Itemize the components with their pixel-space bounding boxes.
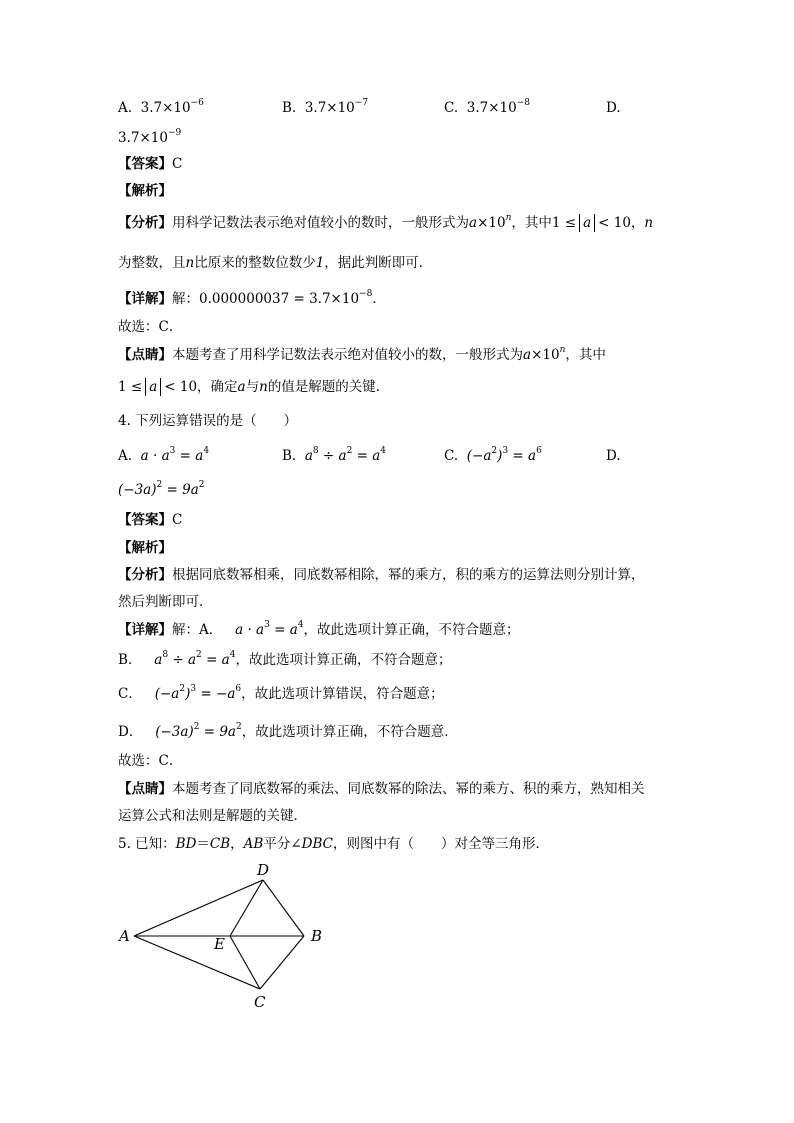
q3-answer: 【答案】C	[118, 156, 183, 172]
segment-ad	[134, 880, 263, 936]
q3-fenxi-line1: 【分析】用科学记数法表示绝对值较小的数时，一般形式为$a\times 10^n$，其中1 ≤ a < 10，n	[118, 213, 654, 231]
q3-detail: 【详解】解：$0.000000037 = 3.7\times 10^{-8}$．	[118, 289, 386, 307]
q3-fenxi-line2: 为整数，且n比原来的整数位数少1，据此判断即可．	[118, 255, 433, 271]
q4-remark-line1: 【点睛】本题考查了同底数幂的乘法、同底数幂的除法、幂的乘方、积的乘方，熟知相关	[118, 781, 645, 797]
segment-bc	[260, 936, 304, 989]
q4-choose: 故选：C．	[118, 753, 183, 769]
q4-answer: 【答案】C	[118, 512, 183, 528]
q3-remark-line2: 1 ≤ a < 10，确定a与n的值是解题的关键．	[118, 379, 390, 395]
q4-analysis-heading: 【解析】	[118, 540, 172, 556]
q4-fenxi-line1: 【分析】根据同底数幂相乘，同底数幂相除，幂的乘方，积的乘方的运算法则分别计算，	[118, 567, 645, 583]
point-label-e: E	[214, 935, 225, 953]
q4-option-d-label: D.	[606, 448, 621, 464]
point-label-a: A	[119, 927, 130, 945]
point-label-b: B	[311, 927, 323, 945]
segment-ac	[134, 936, 260, 989]
q3-option-b: B. $3.7\times 10^{-7}$	[282, 98, 369, 116]
q4-fenxi-line2: 然后判断即可．	[118, 594, 213, 610]
q4-option-d-value: $(-3a)^2 = 9a^2$	[118, 480, 205, 498]
q4-option-a: A. $a \cdot a^3 = a^4$	[118, 446, 210, 464]
q4-option-c: C. $(-a^2)^3 = a^6$	[444, 446, 542, 464]
q3-option-a: A. $3.7\times 10^{-6}$	[118, 98, 204, 116]
q4-remark-line2: 运算公式和法则是解题的关键．	[118, 808, 307, 824]
q4-option-b: B. $a^8 \div a^2 = a^4$	[282, 446, 386, 464]
q4-detail-a: 【详解】解：A． $a \cdot a^3 = a^4$，故此选项计算正确，不符合题意；	[118, 620, 520, 638]
q3-option-d-value: $3.7\times 10^{-9}$	[118, 128, 182, 146]
q3-option-d-label: D.	[606, 100, 621, 116]
q4-detail-d: D． $(-3a)^2 = 9a^2$，故此选项计算正确，不符合题意．	[118, 722, 458, 740]
q4-detail-b: B． $a^8 \div a^2 = a^4$，故此选项计算正确，不符合题意；	[118, 650, 452, 668]
point-label-c: C	[254, 993, 266, 1011]
q5-stem: 5. 已知：BD＝CB，AB平分∠DBC，则图中有（ ）对全等三角形．	[118, 836, 549, 852]
q3-choose: 故选：C．	[118, 319, 183, 335]
point-label-d: D	[257, 861, 270, 879]
segment-de	[230, 880, 263, 936]
q4-stem: 4. 下列运算错误的是（ ）	[118, 413, 298, 429]
q3-remark-line1: 【点睛】本题考查了用科学记数法表示绝对值较小的数，一般形式为$a\times 10^n$，其中	[118, 345, 606, 363]
q3-option-c: C. $3.7\times 10^{-8}$	[444, 98, 530, 116]
segment-db	[263, 880, 304, 936]
q3-analysis-heading: 【解析】	[118, 183, 172, 199]
q4-detail-c: C． $(-a^2)^3 = -a^6$，故此选项计算错误，符合题意；	[118, 684, 444, 702]
segment-ec	[230, 936, 260, 989]
